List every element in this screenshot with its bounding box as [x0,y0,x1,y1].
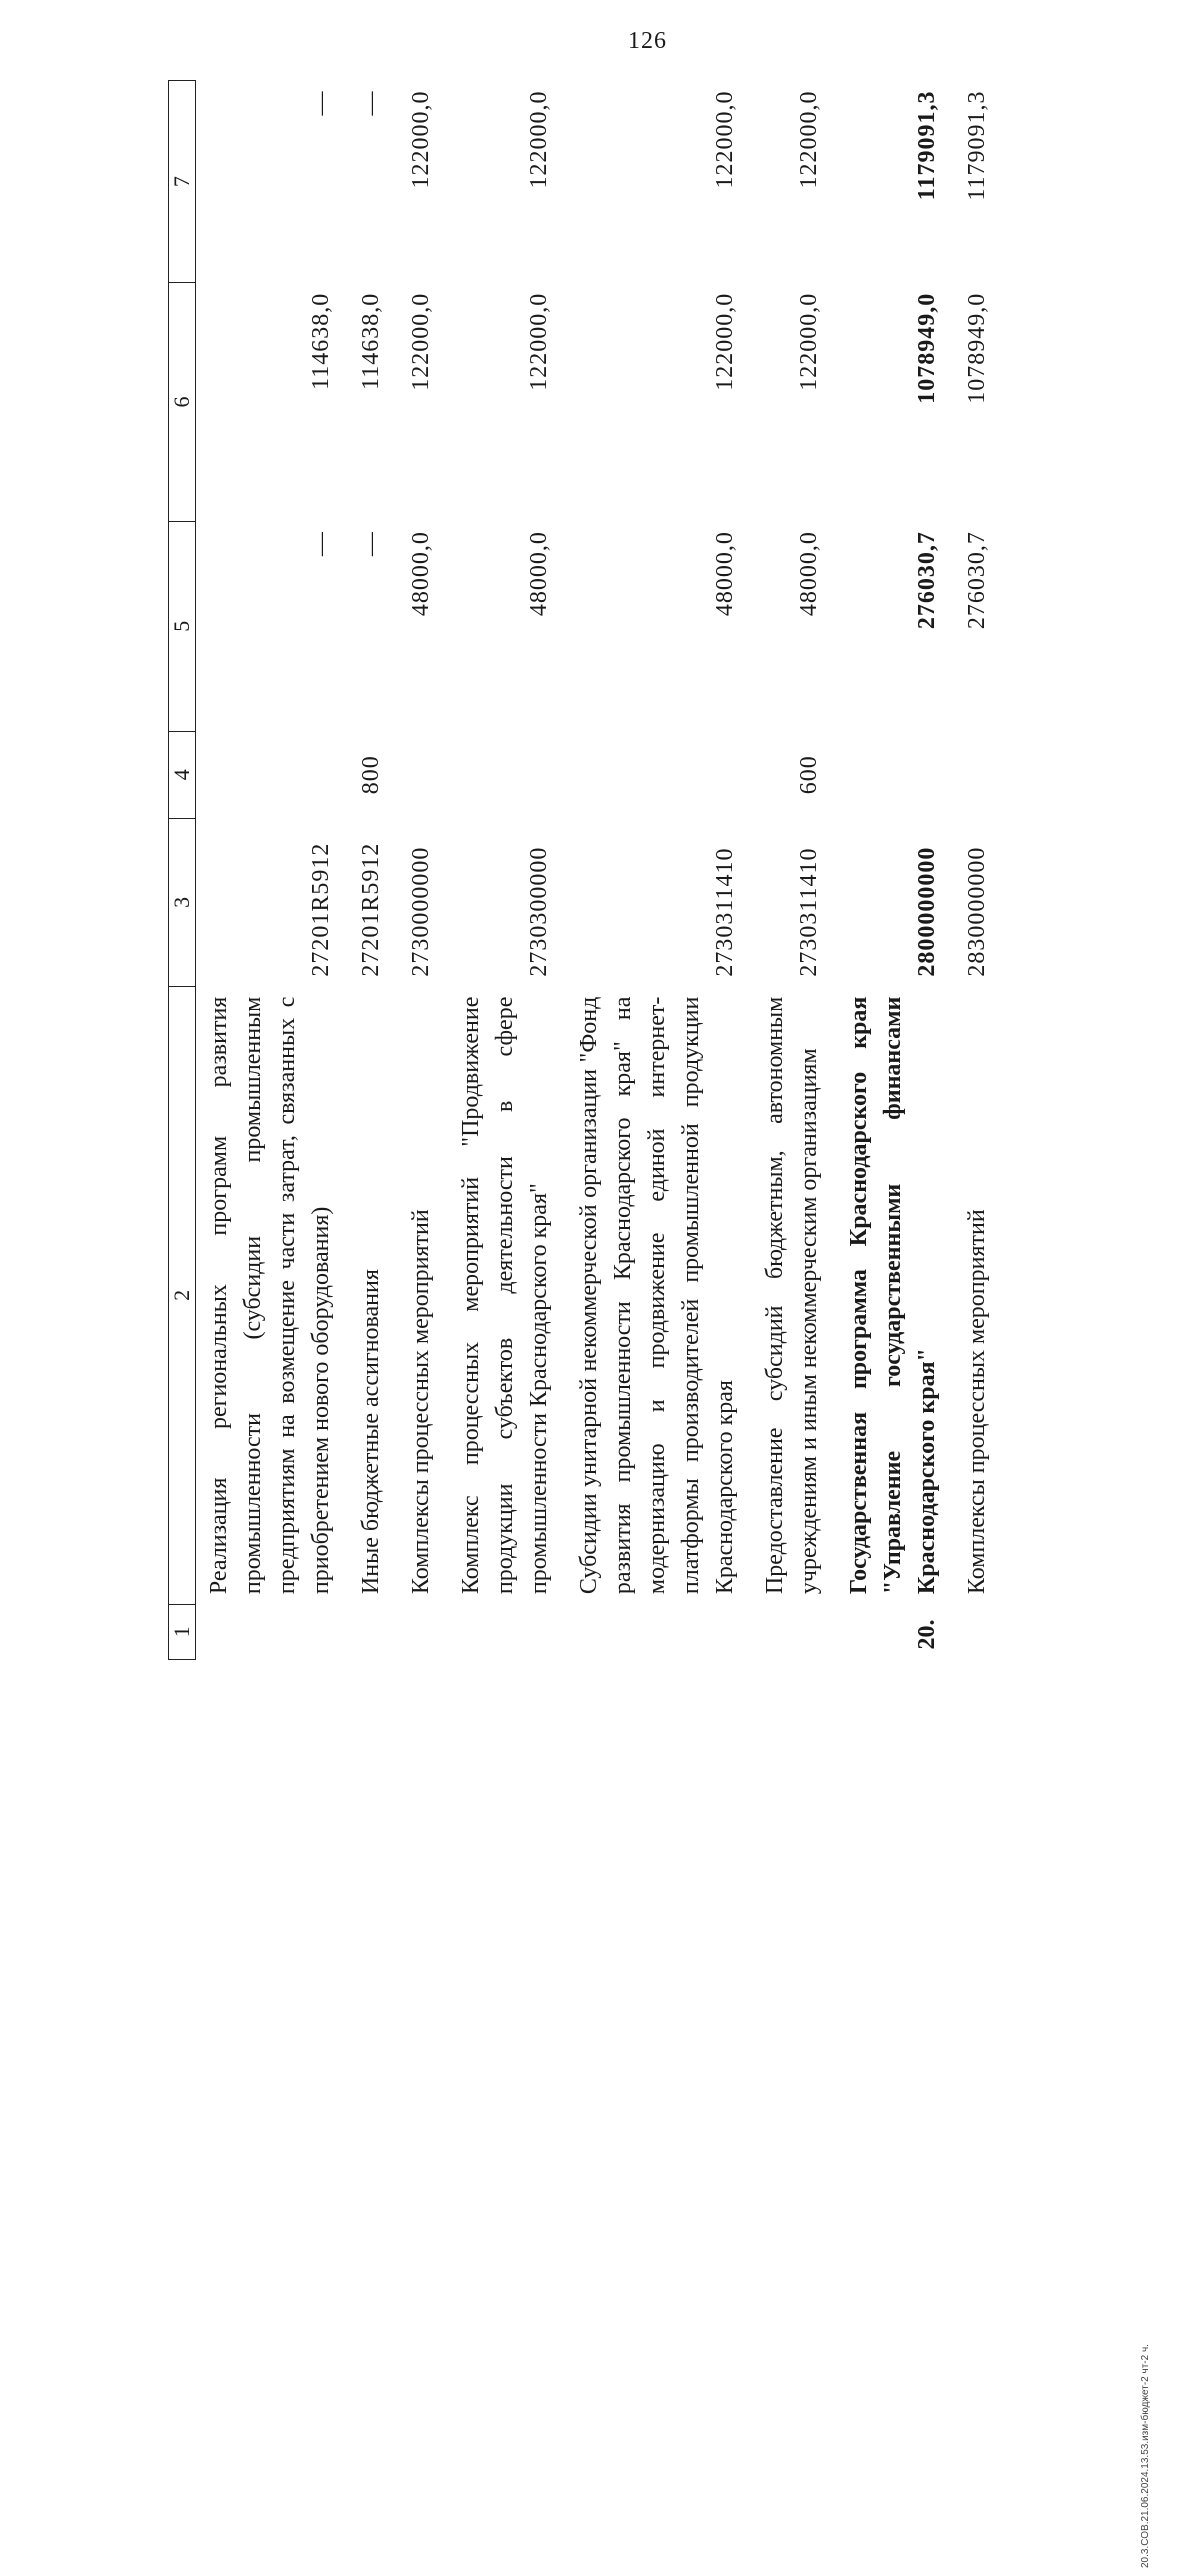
column-number-row [169,81,196,1660]
row-target-code: 2730000000 [408,846,434,977]
row-number [398,1604,448,1659]
row-name: Комплексы процессных мероприятий [408,1209,434,1595]
row-number [448,1604,566,1659]
row-value-col7: — [308,90,334,116]
row-expense-type [954,731,1004,818]
row-value-col5: 48000,0 [712,531,738,617]
column-header-6: 6 [169,283,196,521]
page-number: 126 [628,28,667,54]
table-row [348,81,398,1660]
row-value-col5: 276030,7 [914,531,940,630]
row-value-col6: 1078949,0 [914,292,940,404]
table-row [398,81,448,1660]
column-header-3: 3 [169,818,196,986]
row-expense-type [566,731,752,818]
row-expense-type [196,731,349,818]
row-target-code: 2730311410 [712,847,738,977]
table-row [566,81,752,1660]
row-value-col5: 276030,7 [964,531,990,630]
row-name: Комплексы процессных мероприятий [964,1209,990,1595]
row-target-code: 2730300000 [526,846,552,977]
row-value-col7: 122000,0 [796,90,822,189]
column-header-5: 5 [169,521,196,731]
row-number [348,1604,398,1659]
row-value-col6: 122000,0 [712,292,738,391]
row-expense-type [836,731,954,818]
row-value-col7: 122000,0 [526,90,552,189]
row-value-col6: 122000,0 [526,292,552,391]
row-target-code: 2730311410 [796,847,822,977]
row-value-col5: 48000,0 [796,531,822,617]
table-row [752,81,836,1660]
row-number [566,1604,752,1659]
row-target-code: 27201R5912 [308,842,334,977]
table-row [954,81,1004,1660]
row-number [954,1604,1004,1659]
row-value-col7: 1179091,3 [914,90,940,201]
row-expense-type [448,731,566,818]
row-number: 20. [914,1619,940,1650]
row-value-col6: 1078949,0 [964,292,990,404]
row-name: Комплекс процессных мероприятий "Продвижение продукции субъектов деятельности в сфере промышленности Краснодарского края" [458,996,552,1595]
row-number [196,1604,349,1659]
row-value-col6: 114638,0 [358,292,384,390]
table-row [448,81,566,1660]
row-expense-type [398,731,448,818]
row-target-code: 2830000000 [964,846,990,977]
row-value-col5: 48000,0 [408,531,434,617]
row-name: Субсидии унитарной некоммерческой организации "Фонд развития промышленности Краснодарского края" на модернизацию и продвижение единой интернет-платформы производителей промышленной продукции Краснодарского края [576,996,738,1595]
row-number [752,1604,836,1659]
row-name: Предоставление субсидий бюджетным, автономным учреждениям и иным некоммерческим организациям [762,996,822,1595]
row-expense-type: 600 [796,755,822,795]
row-expense-type: 800 [358,755,384,795]
column-header-1: 1 [169,1604,196,1659]
row-value-col7: 122000,0 [408,90,434,189]
table-row [196,81,349,1660]
row-value-col7: 1179091,3 [964,90,990,201]
row-value-col5: — [308,531,334,557]
table-row [836,81,954,1660]
column-header-2: 2 [169,987,196,1604]
column-header-4: 4 [169,731,196,818]
footer-stamp: 20.3.СОВ.21.06.2024.13.53.изм-бюджет-2 чт-2 ч. [1140,2344,1151,2568]
row-value-col6: 122000,0 [796,292,822,391]
row-name: Государственная программа Краснодарского края "Управление государственными финансами Краснодарского края" [846,996,940,1595]
row-value-col5: 48000,0 [526,531,552,617]
budget-table [168,80,1004,1660]
row-value-col7: — [358,90,384,116]
column-header-7: 7 [169,81,196,283]
row-name: Иные бюджетные ассигнования [358,1269,384,1595]
row-value-col6: 114638,0 [308,292,334,390]
row-target-code: 2800000000 [914,846,940,977]
row-name: Реализация региональных программ развития промышленности (субсидии промышленным предприятиям на возмещение части затрат, связанных с приобретением нового оборудования) [206,996,334,1595]
row-value-col6: 122000,0 [408,292,434,391]
row-target-code: 27201R5912 [358,842,384,977]
row-value-col5: — [358,531,384,557]
row-value-col7: 122000,0 [712,90,738,189]
rotated-table-canvas [168,80,1028,1660]
